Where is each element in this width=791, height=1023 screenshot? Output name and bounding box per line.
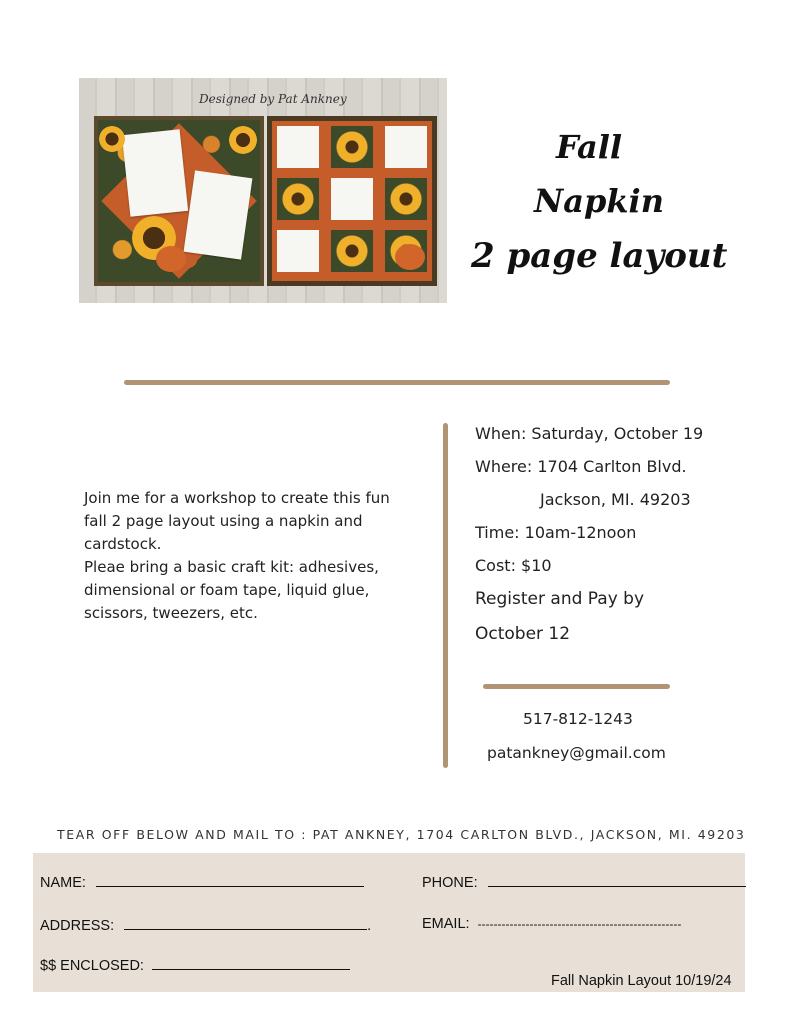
name-line[interactable]	[96, 873, 364, 887]
vertical-divider	[443, 423, 448, 768]
top-divider	[124, 380, 670, 385]
phone-line[interactable]	[488, 873, 746, 887]
enclosed-line[interactable]	[152, 956, 350, 970]
contact-divider	[483, 684, 670, 689]
title-line-1: Fall	[556, 128, 623, 166]
enclosed-label: $$ ENCLOSED:	[40, 958, 144, 974]
phone-label: PHONE:	[422, 875, 478, 891]
time-detail: Time: 10am-12noon	[475, 523, 637, 542]
contact-phone: 517-812-1243	[523, 710, 633, 728]
email-label: EMAIL:	[422, 916, 470, 932]
address-line[interactable]	[124, 916, 367, 930]
right-page-illustration	[267, 116, 437, 286]
where-detail-line-2: Jackson, MI. 49203	[540, 490, 691, 509]
contact-email: patankney@gmail.com	[487, 744, 666, 762]
description-paragraph-2: Pleae bring a basic craft kit: adhesives, dimensional or foam tape, liquid glue, scissors, tweezers, etc.	[84, 558, 379, 622]
where-detail: Where: 1704 Carlton Blvd.	[475, 457, 687, 476]
address-suffix: .	[367, 918, 372, 934]
description-paragraph-1: Join me for a workshop to create this fun fall 2 page layout using a napkin and cardstock.	[84, 489, 390, 553]
phone-field[interactable]	[422, 873, 746, 891]
address-label: ADDRESS:	[40, 918, 115, 934]
layout-photo	[79, 78, 447, 303]
tear-off-instructions: TEAR OFF BELOW AND MAIL TO : PAT ANKNEY, 1704 CARLTON BLVD., JACKSON, MI. 49203	[57, 827, 746, 842]
email-field[interactable]	[422, 916, 681, 932]
cost-detail: Cost: $10	[475, 556, 552, 575]
register-detail-line-2: October 12	[475, 624, 571, 644]
form-footer-note: Fall Napkin Layout 10/19/24	[551, 973, 732, 989]
title-line-3: 2 page layout	[471, 236, 728, 276]
designer-credit: Designed by Pat Ankney	[199, 92, 347, 106]
when-detail: When: Saturday, October 19	[475, 424, 704, 443]
register-detail-line-1: Register and Pay by	[475, 589, 645, 609]
left-page-illustration	[94, 116, 264, 286]
name-field[interactable]	[40, 873, 364, 891]
title-line-2: Napkin	[534, 182, 664, 220]
registration-form	[33, 853, 745, 992]
email-line[interactable]: ---------------------------------------------------	[477, 917, 682, 931]
enclosed-field[interactable]	[40, 956, 350, 974]
address-field[interactable]	[40, 916, 371, 934]
name-label: NAME:	[40, 875, 86, 891]
workshop-description	[84, 487, 414, 625]
